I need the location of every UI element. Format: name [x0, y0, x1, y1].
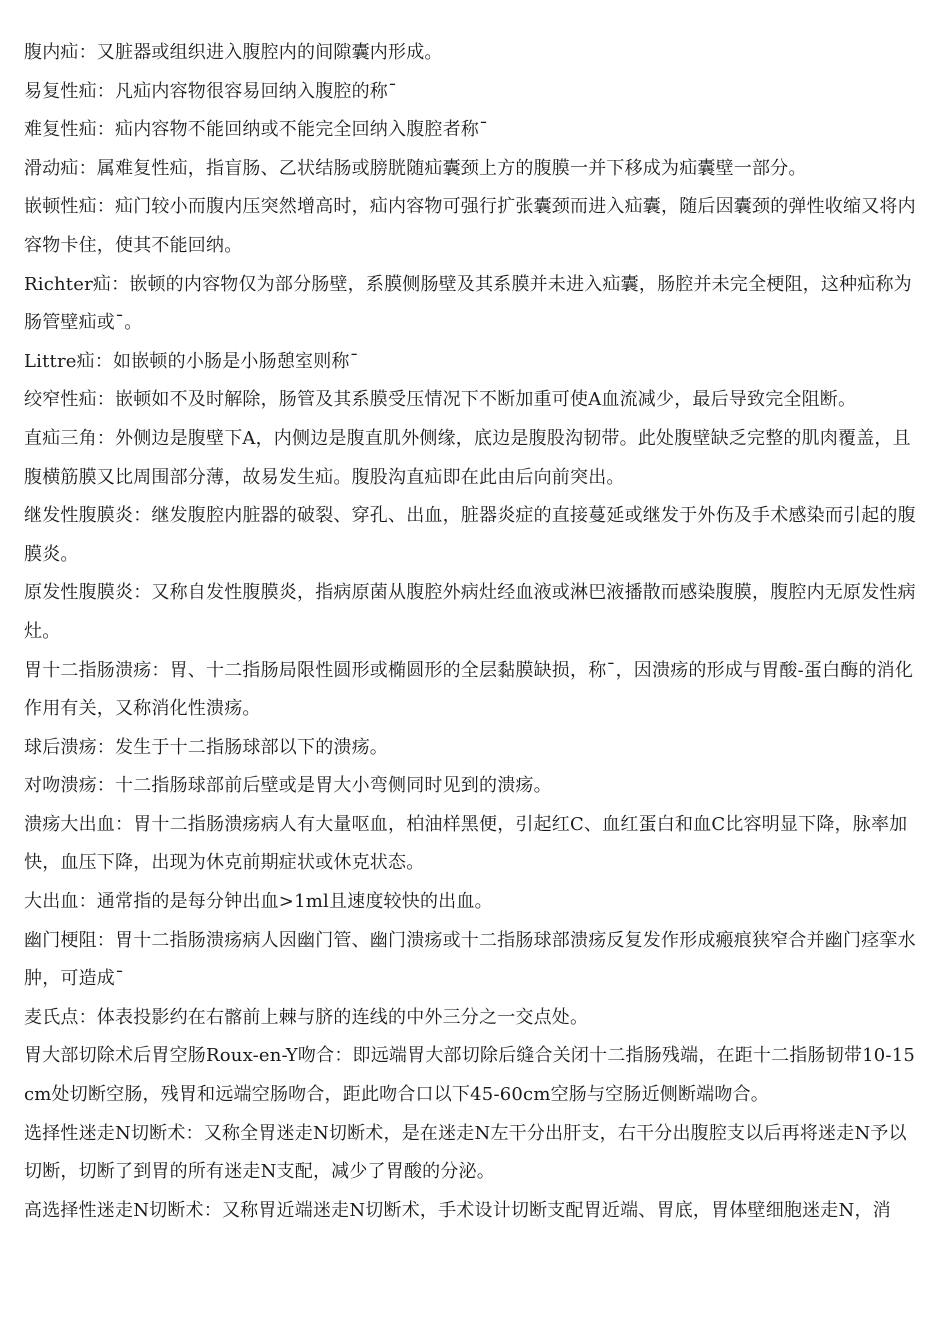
term-entry: 溃疡大出血：胃十二指肠溃疡病人有大量呕血，柏油样黑便，引起红C、血红蛋白和血C比容明显下降，脉率加快，血压下降，出现为休克前期症状或休克状态。	[24, 813, 908, 874]
term-entry: 绞窄性疝：嵌顿如不及时解除，肠管及其系膜受压情况下不断加重可使A血流减少，最后导致完全阻断。	[24, 389, 857, 411]
term-entry: 幽门梗阻：胃十二指肠溃疡病人因幽门管、幽门溃疡或十二指肠球部溃疡反复发作形成瘢痕狭窄合并幽门痉挛水肿，可造成¯	[24, 929, 916, 990]
term-entry: 易复性疝：凡疝内容物很容易回纳入腹腔的称¯	[24, 80, 398, 102]
term-entry: 对吻溃疡：十二指肠球部前后壁或是胃大小弯侧同时见到的溃疡。	[24, 775, 552, 797]
term-entry: 嵌顿性疝：疝门较小而腹内压突然增高时，疝内容物可强行扩张囊颈而进入疝囊，随后因囊颈的弹性收缩又将内容物卡住，使其不能回纳。	[24, 196, 916, 256]
term-entry: Richter疝：嵌顿的内容物仅为部分肠壁，系膜侧肠壁及其系膜并未进入疝囊，肠腔并未完全梗阻，这种疝称为肠管壁疝或¯。	[24, 273, 912, 334]
term-entry: 继发性腹膜炎：继发腹腔内脏器的破裂、穿孔、出血，脏器炎症的直接蔓延或继发于外伤及手术感染而引起的腹膜炎。	[24, 505, 916, 565]
term-entry: 胃大部切除术后胃空肠Roux-en-Y吻合：即远端胃大部切除后缝合关闭十二指肠残端，在距十二指肠韧带10-15cm处切断空肠，残胃和远端空肠吻合，距此吻合口以下45-60cm空肠与空肠近侧断端吻合。	[24, 1045, 916, 1106]
term-entry: 胃十二指肠溃疡：胃、十二指肠局限性圆形或椭圆形的全层黏膜缺损，称¯，因溃疡的形成与胃酸-蛋白酶的消化作用有关，又称消化性溃疡。	[24, 659, 914, 720]
term-entry: Littre疝：如嵌顿的小肠是小肠憩室则称¯	[24, 350, 359, 372]
term-entry: 直疝三角：外侧边是腹壁下A，内侧边是腹直肌外侧缘，底边是腹股沟韧带。此处腹壁缺乏完整的肌肉覆盖，且腹横筋膜又比周围部分薄，故易发生疝。腹股沟直疝即在此由后向前突出。	[24, 427, 911, 488]
term-entry: 麦氏点：体表投影约在右髂前上棘与脐的连线的中外三分之一交点处。	[24, 1006, 589, 1028]
term-entry: 滑动疝：属难复性疝，指盲肠、乙状结肠或膀胱随疝囊颈上方的腹膜一并下移成为疝囊壁一部分。	[24, 157, 807, 179]
document-page	[24, 34, 919, 1230]
term-entry: 高选择性迷走N切断术：又称胃近端迷走N切断术，手术设计切断支配胃近端、胃底，胃体壁细胞迷走N，消	[24, 1199, 891, 1221]
term-entry: 原发性腹膜炎：又称自发性腹膜炎，指病原菌从腹腔外病灶经血液或淋巴液播散而感染腹膜，腹腔内无原发性病灶。	[24, 582, 916, 642]
term-entry: 大出血：通常指的是每分钟出血>1ml且速度较快的出血。	[24, 891, 493, 913]
term-entry: 腹内疝：又脏器或组织进入腹腔内的间隙囊内形成。	[24, 42, 443, 63]
term-entry: 球后溃疡：发生于十二指肠球部以下的溃疡。	[24, 736, 388, 758]
term-entry: 难复性疝：疝内容物不能回纳或不能完全回纳入腹腔者称¯	[24, 119, 489, 141]
term-entry: 选择性迷走N切断术：又称全胃迷走N切断术，是在迷走N左干分出肝支，右干分出腹腔支以后再将迷走N予以切断，切断了到胃的所有迷走N支配，减少了胃酸的分泌。	[24, 1122, 907, 1183]
